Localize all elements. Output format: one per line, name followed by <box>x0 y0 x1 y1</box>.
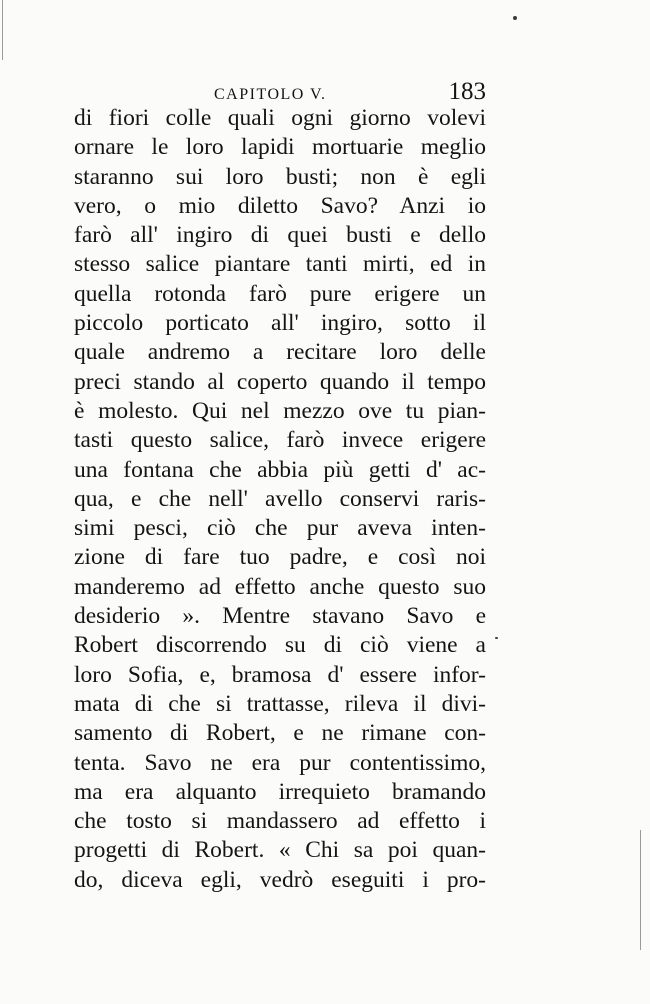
ink-speck <box>495 637 498 639</box>
text-line: quale andremo a recitare loro delle <box>74 339 486 366</box>
text-line: loro Sofia, e, bramosa d' essere infor- <box>74 661 486 688</box>
text-line: una fontana che abbia più getti d' ac- <box>74 456 486 483</box>
text-line: desiderio ». Mentre stavano Savo e <box>74 603 486 630</box>
text-line: tasti questo salice, farò invece erigere <box>74 427 486 454</box>
ink-speck <box>513 16 517 20</box>
text-line: zione di fare tuo padre, e così noi <box>74 544 486 571</box>
right-edge-mark <box>640 830 641 950</box>
text-line: piccolo porticato all' ingiro, sotto il <box>74 310 486 337</box>
text-line: samento di Robert, e ne rimane con- <box>74 720 486 747</box>
text-line: Robert discorrendo su di ciò viene a <box>74 632 486 659</box>
text-line: di fiori colle quali ogni giorno volevi <box>74 105 486 131</box>
running-head: CAPITOLO V. <box>214 86 327 103</box>
text-line: qua, e che nell' avello conservi raris- <box>74 485 486 512</box>
body-text <box>74 104 486 895</box>
text-line: do, diceva egli, vedrò eseguiti i pro- <box>74 866 486 893</box>
left-edge-mark <box>2 0 3 60</box>
text-line: stesso salice piantare tanti mirti, ed in <box>74 251 486 278</box>
text-line: ornare le loro lapidi mortuarie meglio <box>74 134 486 161</box>
text-line: preci stando al coperto quando il tempo <box>74 368 486 395</box>
text-line: è molesto. Qui nel mezzo ove tu pian- <box>74 397 486 424</box>
text-line: simi pesci, ciò che pur aveva inten- <box>74 515 486 542</box>
text-line: che tosto si mandassero ad effetto i <box>74 808 486 835</box>
text-line: vero, o mio diletto Savo? Anzi io <box>74 192 486 219</box>
text-line: manderemo ad effetto anche questo suo <box>74 573 486 600</box>
page-number: 183 <box>448 78 486 105</box>
text-line: mata di che si trattasse, rileva il divi- <box>74 690 486 717</box>
text-line: ma era alquanto irrequieto bramando <box>74 778 486 805</box>
text-line: tenta. Savo ne era pur contentissimo, <box>74 749 486 776</box>
text-line: quella rotonda farò pure erigere un <box>74 280 486 307</box>
text-line: staranno sui loro busti; non è egli <box>74 163 486 190</box>
text-line: progetti di Robert. « Chi sa poi quan- <box>74 837 486 864</box>
text-line: farò all' ingiro di quei busti e dello <box>74 222 486 249</box>
